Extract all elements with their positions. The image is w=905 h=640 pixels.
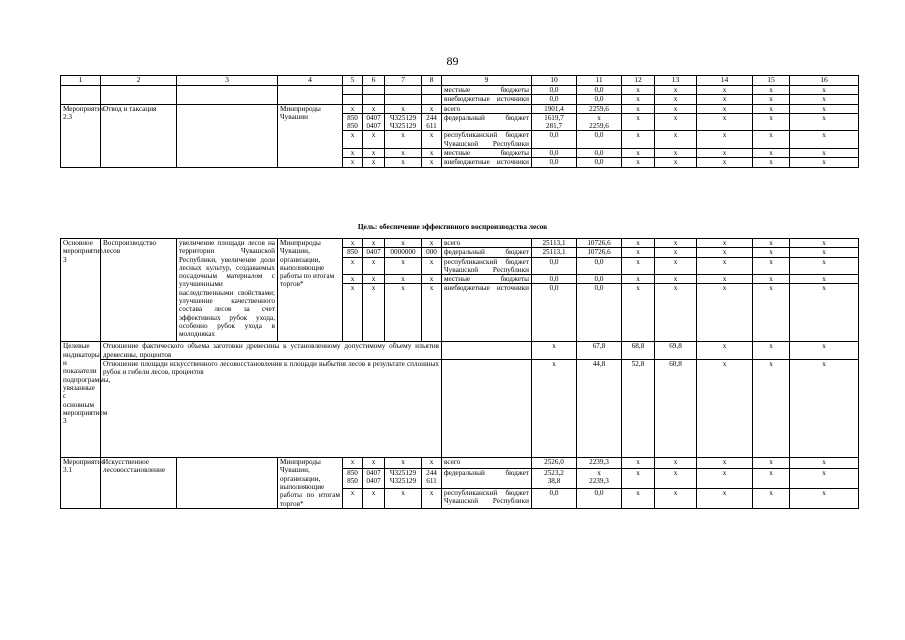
value-col10: 1901,4: [532, 104, 577, 113]
code-c6: 0407: [363, 248, 385, 257]
funding-source: федеральный бюджет: [442, 113, 532, 131]
value-col13: x: [655, 284, 697, 342]
value-col10: 0,0: [532, 149, 577, 158]
value-col16: x: [790, 275, 859, 284]
code-c8: x: [422, 458, 442, 469]
indicator-v14: x: [753, 342, 790, 360]
empty-cell: [61, 95, 101, 104]
code-c8: x: [422, 149, 442, 158]
code-c8: 244 611: [422, 113, 442, 131]
code-c7: Ч325129 Ч325129: [385, 113, 422, 131]
value-col13: x: [655, 95, 697, 104]
funding-source: всего: [442, 458, 532, 469]
funding-source: внебюджетные источники: [442, 284, 532, 342]
funding-source: всего: [442, 104, 532, 113]
code-c5: 850: [343, 248, 363, 257]
value-col10: 0,0: [532, 86, 577, 95]
goal-heading: Цель: обеспечение эффективного воспроизводства лесов: [357, 222, 548, 231]
value-col11: 2239,3: [577, 458, 622, 469]
value-col16: x: [790, 239, 859, 248]
code-c5: x: [343, 275, 363, 284]
indicator-text: Отношение площади искусственного лесовосстановления к площади выбытия лесов в результате сплошных рубок и гибели лесов, процентов: [101, 360, 442, 458]
code-c5: x: [343, 104, 363, 113]
code-c5: x: [343, 131, 363, 149]
indicator-v13: x: [697, 360, 753, 458]
code-c6: x: [363, 488, 385, 508]
code-c8: x: [422, 275, 442, 284]
code-c6: [363, 86, 385, 95]
value-col10: 0,0: [532, 257, 577, 275]
main-activity-executor: Минприроды Чувашии, организации, выполняющие работы по итогам торгов*: [278, 239, 343, 342]
value-col13: x: [655, 257, 697, 275]
activity-result: [177, 458, 278, 509]
value-col13: x: [655, 488, 697, 508]
value-col16: x: [790, 158, 859, 167]
code-c6: x: [363, 131, 385, 149]
code-c6: 0407 0407: [363, 468, 385, 488]
indicator-v10: 67,8: [577, 342, 622, 360]
value-col12: x: [622, 248, 655, 257]
value-col10: 0,0: [532, 131, 577, 149]
funding-source: местные бюджеты: [442, 275, 532, 284]
value-col11: x 2259,6: [577, 113, 622, 131]
value-col15: x: [753, 257, 790, 275]
value-col15: x: [753, 86, 790, 95]
code-c8: 000: [422, 248, 442, 257]
code-c5: x: [343, 488, 363, 508]
value-col16: x: [790, 95, 859, 104]
value-col13: x: [655, 149, 697, 158]
empty-cell: [177, 86, 278, 95]
indicator-v12: 69,8: [655, 342, 697, 360]
value-col14: x: [697, 95, 753, 104]
indicator-v13: x: [697, 342, 753, 360]
value-col12: x: [622, 257, 655, 275]
code-c7: x: [385, 284, 422, 342]
value-col14: x: [697, 113, 753, 131]
value-col11: 0,0: [577, 257, 622, 275]
code-c7: x: [385, 458, 422, 469]
value-col14: x: [697, 131, 753, 149]
code-c6: x: [363, 104, 385, 113]
value-col10: 2526,0: [532, 458, 577, 469]
value-col11: 0,0: [577, 275, 622, 284]
header-col: 14: [697, 76, 753, 86]
empty-cell: [101, 95, 177, 104]
value-col10: 0,0: [532, 284, 577, 342]
main-activity-label: Основное мероприятие 3: [61, 239, 101, 342]
code-c8: 244 611: [422, 468, 442, 488]
value-col14: x: [697, 458, 753, 469]
value-col11: 10726,6: [577, 239, 622, 248]
value-col14: x: [697, 468, 753, 488]
activity-label: Мероприятие 2.3: [61, 104, 101, 167]
value-col14: x: [697, 149, 753, 158]
code-c8: x: [422, 104, 442, 113]
funding-source: местные бюджеты: [442, 149, 532, 158]
value-col12: x: [622, 239, 655, 248]
value-col11: 0,0: [577, 488, 622, 508]
indicator-row: [61, 360, 859, 458]
empty-cell: [177, 95, 278, 104]
value-col15: x: [753, 131, 790, 149]
funding-source: федеральный бюджет: [442, 248, 532, 257]
activity-result: [177, 104, 278, 167]
empty-cell: [278, 95, 343, 104]
value-col12: x: [622, 95, 655, 104]
code-c8: [422, 95, 442, 104]
value-col11: 0,0: [577, 131, 622, 149]
value-col13: x: [655, 275, 697, 284]
header-col: 15: [753, 76, 790, 86]
value-col14: x: [697, 248, 753, 257]
activity-name: Отвод и таксация: [101, 104, 177, 167]
funding-source: всего: [442, 239, 532, 248]
value-col15: x: [753, 113, 790, 131]
header-col: 16: [790, 76, 859, 86]
value-col15: x: [753, 158, 790, 167]
value-col12: x: [622, 284, 655, 342]
empty-cell: [442, 360, 532, 458]
value-col12: x: [622, 113, 655, 131]
header-col: 11: [577, 76, 622, 86]
value-col13: x: [655, 158, 697, 167]
code-c6: x: [363, 158, 385, 167]
value-col13: x: [655, 131, 697, 149]
value-col16: x: [790, 468, 859, 488]
value-col16: x: [790, 131, 859, 149]
value-col15: x: [753, 468, 790, 488]
value-col12: x: [622, 275, 655, 284]
funding-source: местные бюджеты: [442, 86, 532, 95]
activity-executor: Минприроды Чувашии: [278, 104, 343, 167]
indicator-v15: x: [790, 360, 859, 458]
code-c7: x: [385, 488, 422, 508]
value-col11: 10726,6: [577, 248, 622, 257]
header-col: 4: [278, 76, 343, 86]
table-row: [61, 86, 859, 95]
value-col16: x: [790, 113, 859, 131]
value-col11: 0,0: [577, 86, 622, 95]
value-col15: x: [753, 95, 790, 104]
value-col12: x: [622, 158, 655, 167]
value-col15: x: [753, 458, 790, 469]
code-c8: x: [422, 284, 442, 342]
value-col14: x: [697, 158, 753, 167]
funding-source: республиканский бюджет Чувашской Республики: [442, 488, 532, 508]
value-col15: x: [753, 488, 790, 508]
code-c7: x: [385, 275, 422, 284]
value-col13: x: [655, 239, 697, 248]
value-col16: x: [790, 257, 859, 275]
indicator-v9: x: [532, 342, 577, 360]
activity-label: Мероприятие 3.1: [61, 458, 101, 509]
value-col12: x: [622, 86, 655, 95]
value-col12: x: [622, 131, 655, 149]
funding-source: республиканский бюджет Чувашской Республики: [442, 131, 532, 149]
table-row: [61, 104, 859, 113]
code-c7: 0000000: [385, 248, 422, 257]
code-c7: [385, 95, 422, 104]
indicators-label: Целевые индикаторы и показатели подпрограммы, увязанные с основным мероприятием 3: [61, 342, 101, 458]
value-col13: x: [655, 248, 697, 257]
code-c7: x: [385, 257, 422, 275]
value-col12: x: [622, 149, 655, 158]
value-col14: x: [697, 275, 753, 284]
value-col10: 0,0: [532, 95, 577, 104]
value-col13: x: [655, 86, 697, 95]
value-col10: 25113,1: [532, 248, 577, 257]
value-col11: x 2239,3: [577, 468, 622, 488]
funding-source: внебюджетные источники: [442, 95, 532, 104]
value-col16: x: [790, 248, 859, 257]
code-c7: Ч325129 Ч325129: [385, 468, 422, 488]
funding-source: республиканский бюджет Чувашской Республики: [442, 257, 532, 275]
header-col: 2: [101, 76, 177, 86]
header-col: 3: [177, 76, 278, 86]
code-c5: x: [343, 149, 363, 158]
code-c6: [363, 95, 385, 104]
indicator-v14: x: [753, 360, 790, 458]
budget-table-top: [60, 75, 859, 168]
funding-source: федеральный бюджет: [442, 468, 532, 488]
value-col12: x: [622, 468, 655, 488]
main-activity-name: Воспроизводство лесов: [101, 239, 177, 342]
value-col10: 0,0: [532, 275, 577, 284]
code-c6: x: [363, 257, 385, 275]
header-col: 1: [61, 76, 101, 86]
code-c7: [385, 86, 422, 95]
table-row: [61, 458, 859, 469]
value-col10: 1619,7 281,7: [532, 113, 577, 131]
code-c6: x: [363, 149, 385, 158]
code-c7: x: [385, 104, 422, 113]
code-c5: 850 850: [343, 468, 363, 488]
indicator-text: Отношение фактического объема заготовки древесины к установленному допустимому объему изъятия древесины, процентов: [101, 342, 442, 360]
value-col16: x: [790, 284, 859, 342]
code-c6: x: [363, 284, 385, 342]
indicator-v11: 68,8: [622, 342, 655, 360]
value-col16: x: [790, 488, 859, 508]
indicator-v9: x: [532, 360, 577, 458]
value-col16: x: [790, 149, 859, 158]
code-c5: x: [343, 158, 363, 167]
empty-cell: [61, 86, 101, 95]
main-activity-result: увеличение площади лесов на территории Чувашской Республики, увеличение доли лесных культур, создаваемых посадочным материалом с улучшенными наследственными свойствами; улучшение качественного состава лесов за счет эффективных рубок ухода, особенно рубок ухода в молодняках: [177, 239, 278, 342]
code-c5: [343, 86, 363, 95]
activity-name: Искусственное лесовосстановление: [101, 458, 177, 509]
value-col14: x: [697, 257, 753, 275]
code-c6: x: [363, 239, 385, 248]
code-c8: x: [422, 239, 442, 248]
indicator-v11: 52,8: [622, 360, 655, 458]
code-c5: x: [343, 257, 363, 275]
header-col: 6: [363, 76, 385, 86]
header-row: [61, 76, 859, 86]
activity-executor: Минприроды Чувашии, организации, выполняющие работы по итогам торгов*: [278, 458, 343, 509]
header-col: 13: [655, 76, 697, 86]
value-col13: x: [655, 113, 697, 131]
empty-cell: [442, 342, 532, 360]
value-col13: x: [655, 104, 697, 113]
value-col14: x: [697, 284, 753, 342]
header-col: 5: [343, 76, 363, 86]
table-row: [61, 95, 859, 104]
value-col10: 0,0: [532, 158, 577, 167]
code-c5: x: [343, 284, 363, 342]
value-col15: x: [753, 248, 790, 257]
value-col11: 0,0: [577, 149, 622, 158]
code-c5: [343, 95, 363, 104]
value-col10: 0,0: [532, 488, 577, 508]
code-c5: x: [343, 239, 363, 248]
value-col11: 0,0: [577, 95, 622, 104]
code-c6: 0407 0407: [363, 113, 385, 131]
code-c6: x: [363, 275, 385, 284]
code-c6: x: [363, 458, 385, 469]
code-c7: x: [385, 158, 422, 167]
value-col11: 0,0: [577, 284, 622, 342]
value-col12: x: [622, 458, 655, 469]
code-c7: x: [385, 239, 422, 248]
value-col14: x: [697, 104, 753, 113]
indicator-v12: 60,8: [655, 360, 697, 458]
value-col14: x: [697, 86, 753, 95]
page-number: 89: [446, 54, 459, 68]
empty-cell: [101, 86, 177, 95]
code-c8: x: [422, 131, 442, 149]
indicator-v10: 44,8: [577, 360, 622, 458]
code-c7: x: [385, 131, 422, 149]
code-c5: 850 850: [343, 113, 363, 131]
value-col11: 0,0: [577, 158, 622, 167]
code-c8: x: [422, 488, 442, 508]
code-c8: x: [422, 257, 442, 275]
code-c5: x: [343, 458, 363, 469]
indicator-row: [61, 342, 859, 360]
value-col10: 25113,1: [532, 239, 577, 248]
code-c7: x: [385, 149, 422, 158]
header-col: 10: [532, 76, 577, 86]
value-col12: x: [622, 488, 655, 508]
value-col12: x: [622, 104, 655, 113]
value-col13: x: [655, 458, 697, 469]
value-col14: x: [697, 239, 753, 248]
value-col11: 2259,6: [577, 104, 622, 113]
funding-source: внебюджетные источники: [442, 158, 532, 167]
value-col15: x: [753, 275, 790, 284]
value-col15: x: [753, 284, 790, 342]
value-col16: x: [790, 86, 859, 95]
value-col13: x: [655, 468, 697, 488]
header-col: 8: [422, 76, 442, 86]
value-col15: x: [753, 104, 790, 113]
budget-table-main: [60, 238, 859, 509]
value-col16: x: [790, 458, 859, 469]
indicator-v15: x: [790, 342, 859, 360]
header-col: 7: [385, 76, 422, 86]
value-col15: x: [753, 149, 790, 158]
header-col: 12: [622, 76, 655, 86]
value-col10: 2523,2 38,8: [532, 468, 577, 488]
value-col14: x: [697, 488, 753, 508]
header-col: 9: [442, 76, 532, 86]
table-row: [61, 239, 859, 248]
value-col15: x: [753, 239, 790, 248]
code-c8: x: [422, 158, 442, 167]
code-c8: [422, 86, 442, 95]
empty-cell: [278, 86, 343, 95]
value-col16: x: [790, 104, 859, 113]
